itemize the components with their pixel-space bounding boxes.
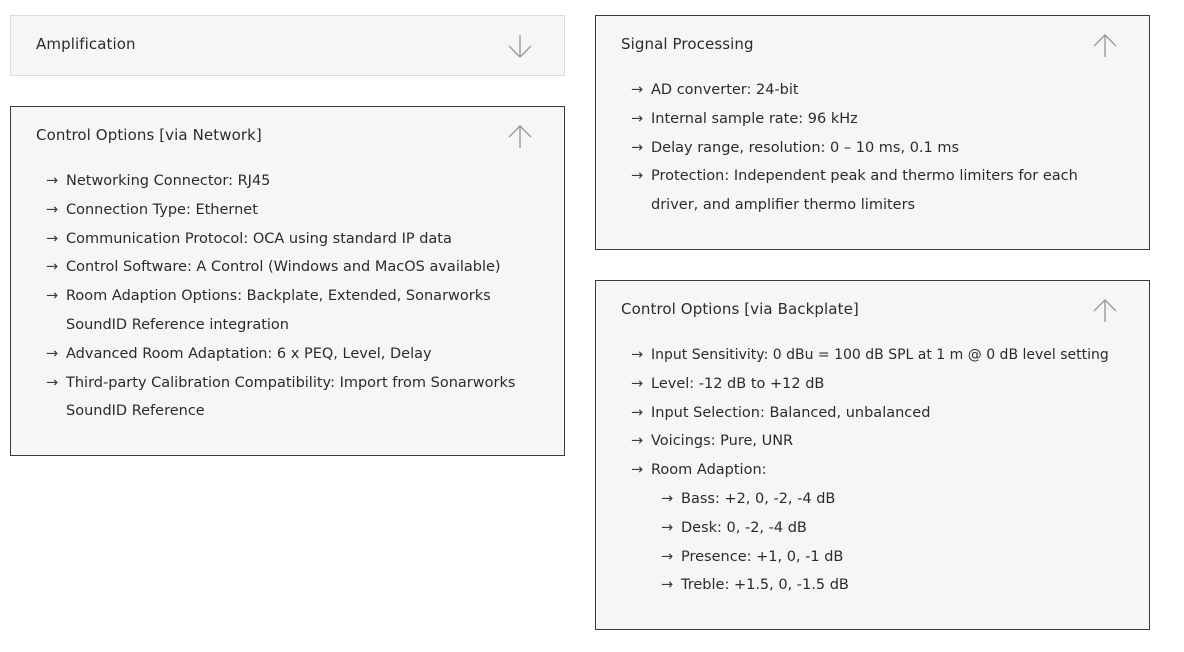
amplification-header[interactable] (11, 16, 564, 76)
arrow-right-icon: → (46, 259, 59, 276)
list-item: → Internal sample rate: 96 kHz (621, 105, 1149, 134)
amplification-title: Amplification (36, 35, 136, 53)
signal-panel (595, 15, 1150, 250)
list-item: → Room Adaption: → Bass: +2, 0, -2, -4 dB → Desk: 0, -2, -4 dB → Presence: +1, 0, -1 dB → Treble: +1.5, 0, -1.5 dB (621, 456, 1149, 600)
list-item: → Room Adaption Options: Backplate, Extended, Sonarworks SoundID Reference integration (36, 282, 564, 340)
list-item: → AD converter: 24-bit (621, 76, 1149, 105)
backplate-title: Control Options [via Backplate] (621, 300, 859, 318)
signal-title: Signal Processing (621, 35, 754, 53)
arrow-right-icon: → (631, 462, 644, 479)
list-item: → Treble: +1.5, 0, -1.5 dB (651, 571, 1129, 600)
network-header[interactable] (11, 107, 564, 167)
arrow-right-icon: → (46, 374, 59, 391)
backplate-panel (595, 280, 1150, 630)
arrow-right-icon: → (46, 230, 59, 247)
arrow-right-icon: → (631, 404, 644, 421)
arrow-right-icon: → (631, 82, 644, 98)
room-adaption-sublist (651, 485, 1129, 600)
arrow-right-icon: → (631, 110, 644, 127)
arrow-down-icon[interactable] (506, 32, 534, 60)
backplate-spec-list (596, 341, 1149, 600)
list-item: → Level: -12 dB to +12 dB (621, 370, 1149, 399)
signal-spec-list (596, 76, 1149, 220)
arrow-right-icon: → (661, 490, 674, 507)
backplate-header[interactable] (596, 281, 1149, 341)
list-item: → Communication Protocol: OCA using standard IP data (36, 225, 564, 254)
arrow-right-icon: → (46, 288, 59, 305)
arrow-up-icon[interactable] (506, 123, 534, 151)
list-item: → Networking Connector: RJ45 (36, 167, 564, 196)
list-item: → Advanced Room Adaptation: 6 x PEQ, Level, Delay (36, 340, 564, 369)
network-panel (10, 106, 565, 456)
arrow-right-icon: → (46, 173, 59, 189)
list-item: → Delay range, resolution: 0 – 10 ms, 0.1 ms (621, 134, 1149, 163)
list-item: → Voicings: Pure, UNR (621, 427, 1149, 456)
list-item: → Desk: 0, -2, -4 dB (651, 514, 1129, 543)
arrow-right-icon: → (631, 139, 644, 156)
arrow-right-icon: → (631, 347, 644, 363)
list-item: → Third-party Calibration Compatibility: Import from Sonarworks SoundID Reference (36, 369, 564, 427)
list-item: → Protection: Independent peak and thermo limiters for each driver, and amplifier thermo limiters (621, 162, 1149, 220)
arrow-up-icon[interactable] (1091, 32, 1119, 60)
list-item: → Input Sensitivity: 0 dBu = 100 dB SPL at 1 m @ 0 dB level setting (621, 341, 1149, 370)
arrow-right-icon: → (46, 201, 59, 218)
arrow-right-icon: → (661, 519, 674, 536)
list-item: → Presence: +1, 0, -1 dB (651, 543, 1129, 572)
arrow-right-icon: → (631, 375, 644, 392)
signal-header[interactable] (596, 16, 1149, 76)
arrow-right-icon: → (631, 433, 644, 450)
list-item: → Input Selection: Balanced, unbalanced (621, 399, 1149, 428)
list-item: → Control Software: A Control (Windows and MacOS available) (36, 253, 564, 282)
amplification-panel (10, 15, 565, 76)
arrow-right-icon: → (661, 577, 674, 594)
arrow-right-icon: → (46, 345, 59, 362)
arrow-right-icon: → (661, 548, 674, 565)
arrow-up-icon[interactable] (1091, 297, 1119, 325)
list-item: → Bass: +2, 0, -2, -4 dB (651, 485, 1129, 514)
list-item: → Connection Type: Ethernet (36, 196, 564, 225)
arrow-right-icon: → (631, 168, 644, 185)
network-title: Control Options [via Network] (36, 126, 262, 144)
network-spec-list (11, 167, 564, 426)
